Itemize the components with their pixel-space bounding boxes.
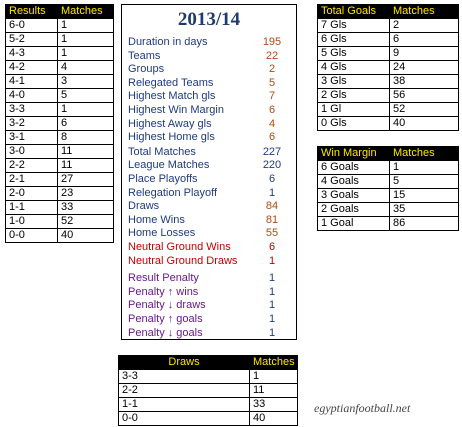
row-label: 4-0 [6,89,58,103]
table-row [6,89,114,103]
row-count: 9 [390,47,459,61]
stat-value: 2 [268,63,276,76]
total-goals-header-label: Total Goals [318,5,390,19]
stat-label: League Matches [128,159,210,172]
stat-label: Neutral Ground Wins [128,241,231,253]
table-row [6,145,114,159]
stat-label: Duration in days [128,36,208,48]
row-label: 1 Gl [318,103,390,117]
win-margin-header-matches: Matches [390,147,459,161]
row-count: 52 [390,103,459,117]
win-margin-table [317,146,459,231]
table-row [318,203,459,217]
stat-row [128,271,292,285]
stat-value: 55 [265,227,279,240]
stat-row [128,117,292,131]
stat-value: 6 [268,241,276,253]
row-label: 4-2 [6,61,58,75]
table-row [318,33,459,47]
row-count: 11 [58,145,114,159]
row-label: 1-0 [6,215,58,229]
season-title: 2013/14 [177,9,241,30]
results-body [6,19,114,243]
site-watermark: egyptianfootball.net [314,401,411,415]
table-row [119,370,298,384]
row-label: 2-1 [6,173,58,187]
table-row [318,89,459,103]
draws-table [118,355,298,426]
stat-row [128,62,292,76]
row-label: 2-0 [6,187,58,201]
row-label: 4-3 [6,47,58,61]
stat-value: 1 [268,254,276,267]
table-row [6,33,114,47]
row-label: 3 Gls [318,75,390,89]
table-row [119,398,298,412]
stat-label: Teams [128,49,161,62]
stat-row [128,35,292,49]
stat-row [128,103,292,117]
stat-label: Highest Away gls [128,117,212,130]
table-row [6,47,114,61]
row-label: 3-3 [6,103,58,117]
stat-label: Penalty ↓ goals [128,326,203,339]
row-label: 5 Gls [318,47,390,61]
stat-row [128,213,292,227]
stat-row [128,186,292,200]
row-label: 0-0 [119,412,250,426]
stat-value: 84 [265,200,279,213]
row-count: 5 [58,89,114,103]
row-count: 8 [58,131,114,145]
stat-row [128,199,292,213]
stat-label: Highest Win Margin [128,104,224,116]
total-goals-header-matches: Matches [390,5,459,19]
stat-label: Place Playoffs [128,173,198,185]
stat-value: 81 [265,213,279,226]
table-row [6,103,114,117]
stat-value: 227 [262,145,282,158]
row-count: 11 [250,384,298,398]
stat-value: 4 [268,117,276,130]
row-count: 1 [390,161,459,175]
table-row [6,173,114,187]
table-row [6,117,114,131]
total-goals-header-row [318,5,459,19]
table-row [318,161,459,175]
row-label: 3-0 [6,145,58,159]
results-header-results: Results [6,5,58,19]
row-count: 6 [58,117,114,131]
win-margin-header-row [318,147,459,161]
stat-label: Groups [128,63,165,76]
stat-value: 1 [268,285,276,298]
table-row [318,47,459,61]
draws-header-label: Draws [119,356,250,370]
stat-value: 6 [268,104,276,116]
row-count: 1 [58,47,114,61]
row-label: 3-1 [6,131,58,145]
stat-row [128,240,292,254]
stat-label: Highest Match gls [128,90,216,103]
table-row [318,61,459,75]
stat-row [128,312,292,326]
stat-label: Relegation Playoff [128,186,218,199]
win-margin-body [318,161,459,231]
row-label: 1 Goal [318,217,390,231]
row-label: 3 Goals [318,189,390,203]
results-header-matches: Matches [58,5,114,19]
draws-body [119,370,298,426]
stat-label: Penalty ↓ draws [128,299,206,312]
row-label: 2-2 [6,159,58,173]
row-count: 33 [250,398,298,412]
row-count: 5 [390,175,459,189]
draws-header-row [119,356,298,370]
table-row [6,159,114,173]
stat-value: 220 [262,159,282,172]
row-label: 1-1 [119,398,250,412]
stat-value: 1 [268,299,276,312]
stat-value: 1 [268,313,276,325]
stat-value: 1 [268,186,276,199]
draws-header-matches: Matches [250,356,298,370]
win-margin-header-label: Win Margin [318,147,390,161]
stat-label: Total Matches [128,145,196,158]
table-row [6,19,114,33]
row-count: 1 [58,33,114,47]
stat-label: Result Penalty [128,272,199,285]
stat-label: Penalty ↑ wins [128,285,199,298]
table-row [318,103,459,117]
row-label: 2 Goals [318,203,390,217]
row-count: 33 [58,201,114,215]
table-row [119,384,298,398]
stat-label: Draws [128,200,160,213]
stat-row [128,145,292,159]
stat-value: 22 [265,49,279,62]
table-row [318,75,459,89]
stat-row [128,130,292,144]
table-row [318,217,459,231]
stat-row [128,285,292,299]
results-header-row [6,5,114,19]
row-label: 2 Gls [318,89,390,103]
row-label: 5-2 [6,33,58,47]
stat-row [128,158,292,172]
row-count: 4 [58,61,114,75]
table-row [6,131,114,145]
row-label: 2-2 [119,384,250,398]
row-count: 27 [58,173,114,187]
stat-label: Home Losses [128,227,196,240]
row-count: 2 [390,19,459,33]
stat-row [128,226,292,240]
stat-row [128,298,292,312]
stat-row [128,254,292,268]
table-row [6,75,114,89]
row-label: 6 Gls [318,33,390,47]
total-goals-body [318,19,459,131]
row-label: 6 Goals [318,161,390,175]
row-count: 6 [390,33,459,47]
stat-value: 5 [268,76,276,89]
row-count: 56 [390,89,459,103]
stat-label: Neutral Ground Draws [128,254,238,267]
row-count: 86 [390,217,459,231]
row-count: 35 [390,203,459,217]
row-count: 24 [390,61,459,75]
row-label: 0 Gls [318,117,390,131]
row-count: 23 [58,187,114,201]
stat-label: Highest Home gls [128,131,215,144]
row-count: 1 [58,103,114,117]
row-count: 40 [390,117,459,131]
stat-value: 6 [268,173,276,185]
row-count: 1 [250,370,298,384]
stat-row [128,326,292,340]
stat-row [128,89,292,103]
stat-label: Relegated Teams [128,76,214,89]
table-row [318,175,459,189]
row-label: 7 Gls [318,19,390,33]
table-row [6,215,114,229]
row-count: 40 [58,229,114,243]
table-row [318,117,459,131]
row-count: 38 [390,75,459,89]
stat-row [128,76,292,90]
stat-value: 7 [268,90,276,103]
stat-value: 1 [268,326,276,339]
row-label: 4 Goals [318,175,390,189]
season-stats-panel [121,4,297,340]
stat-value: 6 [268,131,276,144]
stat-label: Home Wins [128,213,185,226]
row-label: 1-1 [6,201,58,215]
results-table [5,4,114,243]
stat-value: 195 [262,36,282,48]
total-goals-table [317,4,459,131]
row-label: 0-0 [6,229,58,243]
stat-row [128,49,292,63]
table-row [6,201,114,215]
row-label: 4 Gls [318,61,390,75]
table-row [6,187,114,201]
row-count: 52 [58,215,114,229]
row-count: 40 [250,412,298,426]
row-label: 4-1 [6,75,58,89]
table-row [318,189,459,203]
row-count: 1 [58,19,114,33]
stat-row [128,172,292,186]
table-row [6,61,114,75]
row-count: 3 [58,75,114,89]
table-row [6,229,114,243]
row-count: 11 [58,159,114,173]
stat-label: Penalty ↑ goals [128,313,203,325]
row-count: 15 [390,189,459,203]
row-label: 3-3 [119,370,250,384]
table-row [318,19,459,33]
table-row [119,412,298,426]
row-label: 6-0 [6,19,58,33]
row-label: 3-2 [6,117,58,131]
stat-value: 1 [268,272,276,285]
